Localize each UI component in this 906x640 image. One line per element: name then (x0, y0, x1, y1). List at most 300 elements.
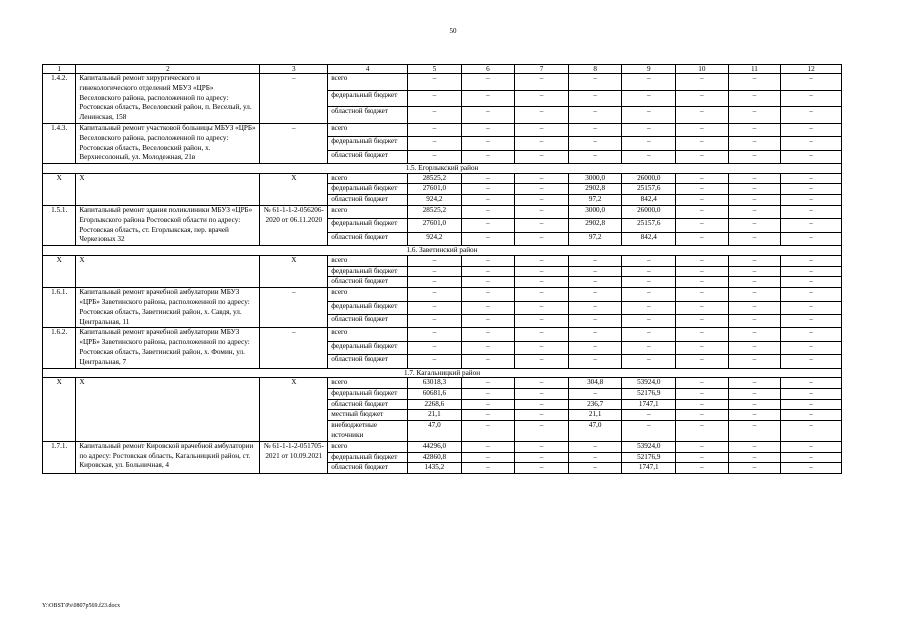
item-number: 1.4.3. (43, 123, 76, 163)
header-row (43, 65, 842, 74)
funding-source: областной бюджет (328, 314, 408, 327)
value-cell: 842,4 (622, 232, 676, 245)
value-cell: – (781, 255, 842, 266)
value-cell: – (781, 399, 842, 410)
value-cell: – (728, 328, 781, 341)
item-number: 1.6.2. (43, 328, 76, 368)
funding-source: всего (328, 255, 408, 266)
value-cell: – (676, 255, 729, 266)
value-cell: – (568, 255, 622, 266)
value-cell: – (461, 173, 515, 184)
value-cell: – (461, 137, 515, 150)
value-cell: – (728, 288, 781, 301)
value-cell: – (568, 441, 622, 452)
value-cell: – (461, 399, 515, 410)
value-cell: – (781, 410, 842, 421)
value-cell: – (676, 206, 729, 219)
value-cell: – (515, 206, 569, 219)
value-cell: – (728, 150, 781, 163)
value-cell: 2268,6 (408, 399, 462, 410)
value-cell: – (568, 123, 622, 136)
section-row (43, 368, 842, 378)
value-cell: – (461, 195, 515, 206)
value-cell: – (461, 388, 515, 399)
value-cell: 47,0 (568, 421, 622, 442)
item-description: Х (76, 173, 260, 205)
value-cell: – (461, 441, 515, 452)
value-cell: – (781, 452, 842, 463)
funding-source: федеральный бюджет (328, 341, 408, 354)
value-cell: – (461, 150, 515, 163)
value-cell: 27601,0 (408, 219, 462, 232)
value-cell: – (728, 90, 781, 107)
permit-number: – (260, 74, 328, 124)
value-cell: – (515, 137, 569, 150)
value-cell: – (515, 90, 569, 107)
value-cell: – (515, 232, 569, 245)
funding-source: областной бюджет (328, 399, 408, 410)
value-cell: – (408, 288, 462, 301)
section-title: 1.5. Егорлыкский район (43, 164, 842, 174)
value-cell: – (676, 173, 729, 184)
value-cell: – (408, 137, 462, 150)
value-cell: – (781, 123, 842, 136)
item-description: Капитальный ремонт Кировской врачебной амбулатории по адресу: Ростовская область, Кагальницкий район, ст. Кировская, ул. Больничная, 4 (76, 441, 260, 473)
value-cell: – (515, 341, 569, 354)
value-cell: 42860,8 (408, 452, 462, 463)
value-cell: – (461, 232, 515, 245)
value-cell: – (622, 288, 676, 301)
value-cell: – (728, 195, 781, 206)
table-row (43, 328, 842, 341)
value-cell: – (515, 219, 569, 232)
value-cell: – (781, 388, 842, 399)
value-cell: – (676, 463, 729, 474)
value-cell: – (568, 463, 622, 474)
value-cell: – (781, 184, 842, 195)
value-cell: – (408, 150, 462, 163)
value-cell: – (781, 301, 842, 314)
value-cell: 53924,0 (622, 378, 676, 389)
value-cell: – (676, 301, 729, 314)
value-cell: – (461, 184, 515, 195)
value-cell: – (408, 341, 462, 354)
table-row (43, 378, 842, 389)
funding-source: местный бюджет (328, 410, 408, 421)
value-cell: 25157,6 (622, 184, 676, 195)
value-cell: – (515, 421, 569, 442)
value-cell: – (728, 452, 781, 463)
value-cell: – (515, 107, 569, 124)
value-cell: – (461, 90, 515, 107)
value-cell: – (461, 421, 515, 442)
value-cell: – (676, 388, 729, 399)
value-cell: – (515, 150, 569, 163)
item-number: 1.4.2. (43, 74, 76, 124)
value-cell: – (781, 355, 842, 368)
value-cell: – (515, 388, 569, 399)
value-cell: – (461, 301, 515, 314)
funding-source: всего (328, 378, 408, 389)
funding-source: федеральный бюджет (328, 219, 408, 232)
value-cell: – (728, 355, 781, 368)
value-cell: – (728, 137, 781, 150)
value-cell: 44296,0 (408, 441, 462, 452)
value-cell: – (515, 452, 569, 463)
value-cell: – (728, 266, 781, 277)
value-cell: – (676, 137, 729, 150)
value-cell: – (676, 452, 729, 463)
permit-number: – (260, 328, 328, 368)
value-cell: – (461, 288, 515, 301)
value-cell: – (728, 74, 781, 91)
value-cell: 28525,2 (408, 173, 462, 184)
value-cell: – (461, 452, 515, 463)
value-cell: – (515, 173, 569, 184)
value-cell: – (728, 219, 781, 232)
value-cell: – (515, 277, 569, 288)
value-cell: – (622, 314, 676, 327)
item-number: Х (43, 378, 76, 442)
value-cell: – (461, 341, 515, 354)
value-cell: – (622, 341, 676, 354)
value-cell: – (622, 150, 676, 163)
value-cell: – (461, 410, 515, 421)
value-cell: – (568, 355, 622, 368)
value-cell: – (676, 378, 729, 389)
value-cell: – (461, 463, 515, 474)
funding-source: федеральный бюджет (328, 90, 408, 107)
value-cell: – (676, 441, 729, 452)
value-cell: 2902,8 (568, 219, 622, 232)
value-cell: – (408, 355, 462, 368)
value-cell: – (568, 90, 622, 107)
section-row (43, 164, 842, 174)
section-row (43, 246, 842, 256)
value-cell: 1747,1 (622, 399, 676, 410)
value-cell: – (568, 452, 622, 463)
funding-source: всего (328, 206, 408, 219)
value-cell: – (408, 266, 462, 277)
value-cell: – (728, 399, 781, 410)
section-title: 1.7. Кагальницкий район (43, 368, 842, 378)
funding-source: всего (328, 74, 408, 91)
value-cell: – (515, 441, 569, 452)
value-cell: – (728, 421, 781, 442)
value-cell: – (676, 399, 729, 410)
funding-source: федеральный бюджет (328, 137, 408, 150)
value-cell: – (676, 341, 729, 354)
value-cell: – (461, 107, 515, 124)
table-row (43, 441, 842, 452)
header-cell: 3 (260, 65, 328, 74)
value-cell: – (568, 137, 622, 150)
funding-source: областной бюджет (328, 463, 408, 474)
value-cell: – (568, 266, 622, 277)
value-cell: – (568, 314, 622, 327)
value-cell: – (461, 255, 515, 266)
value-cell: – (515, 255, 569, 266)
value-cell: – (781, 378, 842, 389)
value-cell: – (676, 150, 729, 163)
value-cell: 60681,6 (408, 388, 462, 399)
value-cell: – (622, 328, 676, 341)
value-cell: – (515, 410, 569, 421)
funding-source: всего (328, 173, 408, 184)
table-row (43, 206, 842, 219)
value-cell: – (781, 277, 842, 288)
value-cell: – (622, 90, 676, 107)
value-cell: – (676, 74, 729, 91)
funding-source: внебюджетные источники (328, 421, 408, 442)
item-description: Х (76, 255, 260, 287)
value-cell: – (728, 341, 781, 354)
header-cell: 1 (43, 65, 76, 74)
value-cell: – (781, 206, 842, 219)
item-description: Капитальный ремонт участковой больницы МБУЗ «ЦРБ» Веселовского района, расположенной по адресу: Ростовская область, Веселовский район, х. Верхнесолоный, ул. Молодежная, 21в (76, 123, 260, 163)
table-row (43, 288, 842, 301)
value-cell: – (728, 410, 781, 421)
value-cell: – (461, 314, 515, 327)
value-cell: – (781, 74, 842, 91)
value-cell: – (676, 123, 729, 136)
value-cell: 52176,9 (622, 388, 676, 399)
value-cell: – (728, 206, 781, 219)
header-cell: 11 (728, 65, 781, 74)
value-cell: – (728, 314, 781, 327)
funding-source: федеральный бюджет (328, 266, 408, 277)
value-cell: 52176,9 (622, 452, 676, 463)
value-cell: – (781, 195, 842, 206)
value-cell: – (568, 328, 622, 341)
header-cell: 4 (328, 65, 408, 74)
value-cell: 3000,0 (568, 173, 622, 184)
value-cell: – (622, 410, 676, 421)
value-cell: – (622, 137, 676, 150)
value-cell: 28525,2 (408, 206, 462, 219)
funding-source: федеральный бюджет (328, 388, 408, 399)
value-cell: – (728, 107, 781, 124)
value-cell: – (622, 255, 676, 266)
value-cell: 47,0 (408, 421, 462, 442)
header-cell: 12 (781, 65, 842, 74)
value-cell: – (408, 277, 462, 288)
page-number: 50 (449, 27, 457, 35)
value-cell: – (781, 288, 842, 301)
value-cell: – (568, 150, 622, 163)
funding-source: всего (328, 123, 408, 136)
value-cell: 304,8 (568, 378, 622, 389)
value-cell: – (728, 378, 781, 389)
value-cell: – (728, 301, 781, 314)
funding-source: федеральный бюджет (328, 452, 408, 463)
value-cell: – (676, 410, 729, 421)
permit-number: № 61-1-1-2-051705-2021 от 10.09.2021 (260, 441, 328, 473)
funding-source: областной бюджет (328, 355, 408, 368)
value-cell: 236,7 (568, 399, 622, 410)
value-cell: – (622, 74, 676, 91)
table-row (43, 123, 842, 136)
value-cell: – (622, 266, 676, 277)
permit-number: – (260, 123, 328, 163)
value-cell: – (515, 266, 569, 277)
value-cell: – (728, 463, 781, 474)
value-cell: – (781, 150, 842, 163)
funding-source: федеральный бюджет (328, 301, 408, 314)
value-cell: 924,2 (408, 232, 462, 245)
value-cell: – (515, 355, 569, 368)
permit-number: – (260, 288, 328, 328)
value-cell: – (408, 301, 462, 314)
value-cell: – (676, 232, 729, 245)
value-cell: – (728, 173, 781, 184)
item-number: 1.6.1. (43, 288, 76, 328)
permit-number: Х (260, 255, 328, 287)
value-cell: – (461, 123, 515, 136)
value-cell: – (622, 277, 676, 288)
funding-source: всего (328, 328, 408, 341)
value-cell: – (781, 328, 842, 341)
value-cell: – (781, 441, 842, 452)
permit-number: № 61-1-1-2-056206-2020 от 06.11.2020 (260, 206, 328, 246)
value-cell: – (781, 341, 842, 354)
table-row (43, 74, 842, 91)
value-cell: – (461, 74, 515, 91)
value-cell: – (568, 388, 622, 399)
value-cell: – (676, 288, 729, 301)
value-cell: – (515, 463, 569, 474)
value-cell: – (461, 378, 515, 389)
value-cell: – (515, 301, 569, 314)
funding-source: федеральный бюджет (328, 184, 408, 195)
permit-number: Х (260, 173, 328, 205)
footer-file-path: Y:\OBST\Ps\0807p569.f23.docx (42, 603, 121, 609)
value-cell: – (408, 107, 462, 124)
header-cell: 2 (76, 65, 260, 74)
item-number: 1.7.1. (43, 441, 76, 473)
value-cell: 1435,2 (408, 463, 462, 474)
item-description: Капитальный ремонт здания поликлиники МБУЗ «ЦРБ» Егорлыкского района Ростовской области по адресу: Ростовская область, ст. Егорлыкская, пер. врачей Черкезовых 32 (76, 206, 260, 246)
value-cell: – (622, 421, 676, 442)
value-cell: – (461, 206, 515, 219)
value-cell: – (515, 195, 569, 206)
value-cell: – (622, 107, 676, 124)
item-description: Капитальный ремонт врачебной амбулатории МБУЗ «ЦРБ» Заветинского района, расположенной по адресу: Ростовская область, Заветинский район, х. Фомин, ул. Центральная, 7 (76, 328, 260, 368)
value-cell: – (728, 441, 781, 452)
header-cell: 10 (676, 65, 729, 74)
value-cell: – (568, 74, 622, 91)
value-cell: – (676, 421, 729, 442)
value-cell: – (781, 137, 842, 150)
header-cell: 5 (408, 65, 462, 74)
value-cell: – (676, 328, 729, 341)
value-cell: – (676, 107, 729, 124)
value-cell: – (622, 301, 676, 314)
header-cell: 7 (515, 65, 569, 74)
funding-source: областной бюджет (328, 150, 408, 163)
value-cell: – (781, 90, 842, 107)
value-cell: – (461, 219, 515, 232)
value-cell: – (676, 266, 729, 277)
funding-source: областной бюджет (328, 277, 408, 288)
value-cell: 924,2 (408, 195, 462, 206)
value-cell: – (408, 123, 462, 136)
value-cell: – (622, 355, 676, 368)
value-cell: – (461, 355, 515, 368)
value-cell: 21,1 (408, 410, 462, 421)
funding-source: областной бюджет (328, 232, 408, 245)
value-cell: – (728, 232, 781, 245)
value-cell: – (781, 421, 842, 442)
value-cell: 2902,8 (568, 184, 622, 195)
value-cell: – (568, 288, 622, 301)
value-cell: – (515, 74, 569, 91)
value-cell: 97,2 (568, 195, 622, 206)
value-cell: – (676, 195, 729, 206)
value-cell: – (676, 277, 729, 288)
value-cell: – (568, 341, 622, 354)
value-cell: – (515, 314, 569, 327)
value-cell: – (781, 173, 842, 184)
value-cell: – (676, 184, 729, 195)
item-description: Х (76, 378, 260, 442)
value-cell: – (676, 90, 729, 107)
funding-source: всего (328, 288, 408, 301)
value-cell: 63018,3 (408, 378, 462, 389)
value-cell: – (515, 378, 569, 389)
value-cell: 3000,0 (568, 206, 622, 219)
header-cell: 6 (461, 65, 515, 74)
value-cell: – (728, 388, 781, 399)
value-cell: – (728, 255, 781, 266)
value-cell: – (781, 219, 842, 232)
value-cell: – (515, 399, 569, 410)
value-cell: – (781, 107, 842, 124)
header-cell: 8 (568, 65, 622, 74)
value-cell: – (515, 328, 569, 341)
section-title: 1.6. Заветинский район (43, 246, 842, 256)
value-cell: 21,1 (568, 410, 622, 421)
header-cell: 9 (622, 65, 676, 74)
funding-source: областной бюджет (328, 107, 408, 124)
table-row (43, 255, 842, 266)
value-cell: – (728, 184, 781, 195)
value-cell: – (408, 328, 462, 341)
value-cell: – (781, 463, 842, 474)
value-cell: – (461, 266, 515, 277)
value-cell: – (676, 219, 729, 232)
item-number: Х (43, 255, 76, 287)
value-cell: – (728, 123, 781, 136)
value-cell: 25157,6 (622, 219, 676, 232)
value-cell: 842,4 (622, 195, 676, 206)
value-cell: – (781, 266, 842, 277)
value-cell: – (408, 74, 462, 91)
budget-table (42, 64, 842, 474)
value-cell: – (781, 314, 842, 327)
item-number: Х (43, 173, 76, 205)
value-cell: 26000,0 (622, 206, 676, 219)
value-cell: 1747,1 (622, 463, 676, 474)
value-cell: – (781, 232, 842, 245)
value-cell: – (408, 314, 462, 327)
value-cell: – (515, 184, 569, 195)
value-cell: – (568, 301, 622, 314)
value-cell: – (676, 314, 729, 327)
value-cell: – (515, 123, 569, 136)
value-cell: – (515, 288, 569, 301)
item-number: 1.5.1. (43, 206, 76, 246)
